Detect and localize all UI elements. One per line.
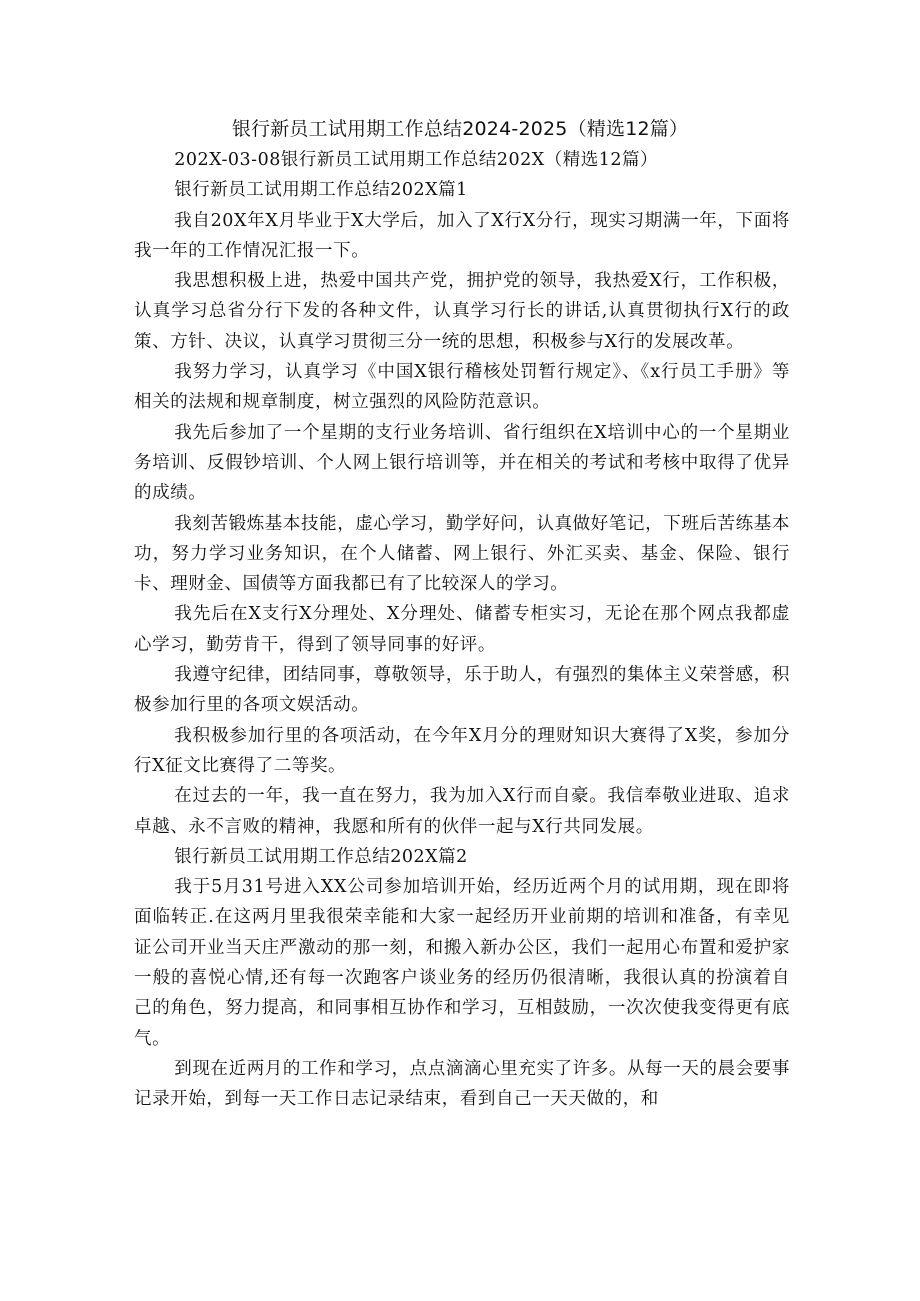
paragraph: 我思想积极上进，热爱中国共产党，拥护党的领导，我热爱X行，工作积极，认真学习总省分行下发的各种文件，认真学习行长的讲话,认真贯彻执行X行的政策、方针、决议，认真学习贯彻三分一统的思想，积极参与X行的发展改革。 bbox=[134, 271, 790, 352]
paragraph: 在过去的一年，我一直在努力，我为加入X行而自豪。我信奉敬业进取、追求卓越、永不言败的精神，我愿和所有的伙伴一起与X行共同发展。 bbox=[134, 786, 790, 837]
section-heading-1: 银行新员工试用期工作总结202X篇1 bbox=[174, 180, 468, 201]
document-body bbox=[134, 145, 790, 1115]
paragraph: 我先后参加了一个星期的支行业务培训、省行组织在X培训中心的一个星期业务培训、反假钞培训、个人网上银行培训等，并在相关的考试和考核中取得了优异的成绩。 bbox=[134, 422, 790, 504]
paragraph: 我于5月31号进入XX公司参加培训开始，经历近两个月的试用期，现在即将面临转正.在这两月里我很荣幸能和大家一起经历开业前期的培训和准备，有幸见证公司开业当天庄严激动的那一刻，和搬入新办公区，我们一起用心布置和爱护家一般的喜悦心情,还有每一次跑客户谈业务的经历仍很清晰，我很认真的扮演着自己的角色，努力提高，和同事相互协作和学习，互相鼓励，一次次使我变得更有底气。 bbox=[134, 877, 790, 1049]
paragraph: 我自20X年X月毕业于X大学后，加入了X行X分行，现实习期满一年，下面将我一年的工作情况汇报一下。 bbox=[134, 210, 790, 261]
paragraph: 我遵守纪律，团结同事，尊敬领导，乐于助人，有强烈的集体主义荣誉感，积极参加行里的各项文娱活动。 bbox=[134, 665, 790, 716]
paragraph: 我积极参加行里的各项活动，在今年X月分的理财知识大赛得了X奖，参加分行X征文比赛得了二等奖。 bbox=[134, 725, 790, 776]
paragraph: 我努力学习，认真学习《中国X银行稽核处罚暂行规定》、《x行员工手册》等相关的法规和规章制度，树立强烈的风险防范意识。 bbox=[134, 362, 790, 413]
document-subtitle: 202X-03-08银行新员工试用期工作总结202X（精选12篇） bbox=[174, 150, 658, 170]
document-title: 银行新员工试用期工作总结2024-2025（精选12篇） bbox=[231, 118, 689, 140]
paragraph: 我先后在X支行X分理处、X分理处、储蓄专柜实习，无论在那个网点我都虚心学习，勤劳肯干，得到了领导同事的好评。 bbox=[134, 604, 790, 655]
section-heading-2: 银行新员工试用期工作总结202X篇2 bbox=[174, 846, 468, 867]
paragraph: 我刻苦锻炼基本技能，虚心学习，勤学好问，认真做好笔记，下班后苦练基本功，努力学习业务知识，在个人储蓄、网上银行、外汇买卖、基金、保险、银行卡、理财金、国债等方面我都已有了比较深人的学习。 bbox=[134, 513, 790, 595]
paragraph: 到现在近两月的工作和学习，点点滴滴心里充实了许多。从每一天的晨会要事记录开始，到每一天工作日志记录结束，看到自己一天天做的，和 bbox=[134, 1058, 790, 1110]
